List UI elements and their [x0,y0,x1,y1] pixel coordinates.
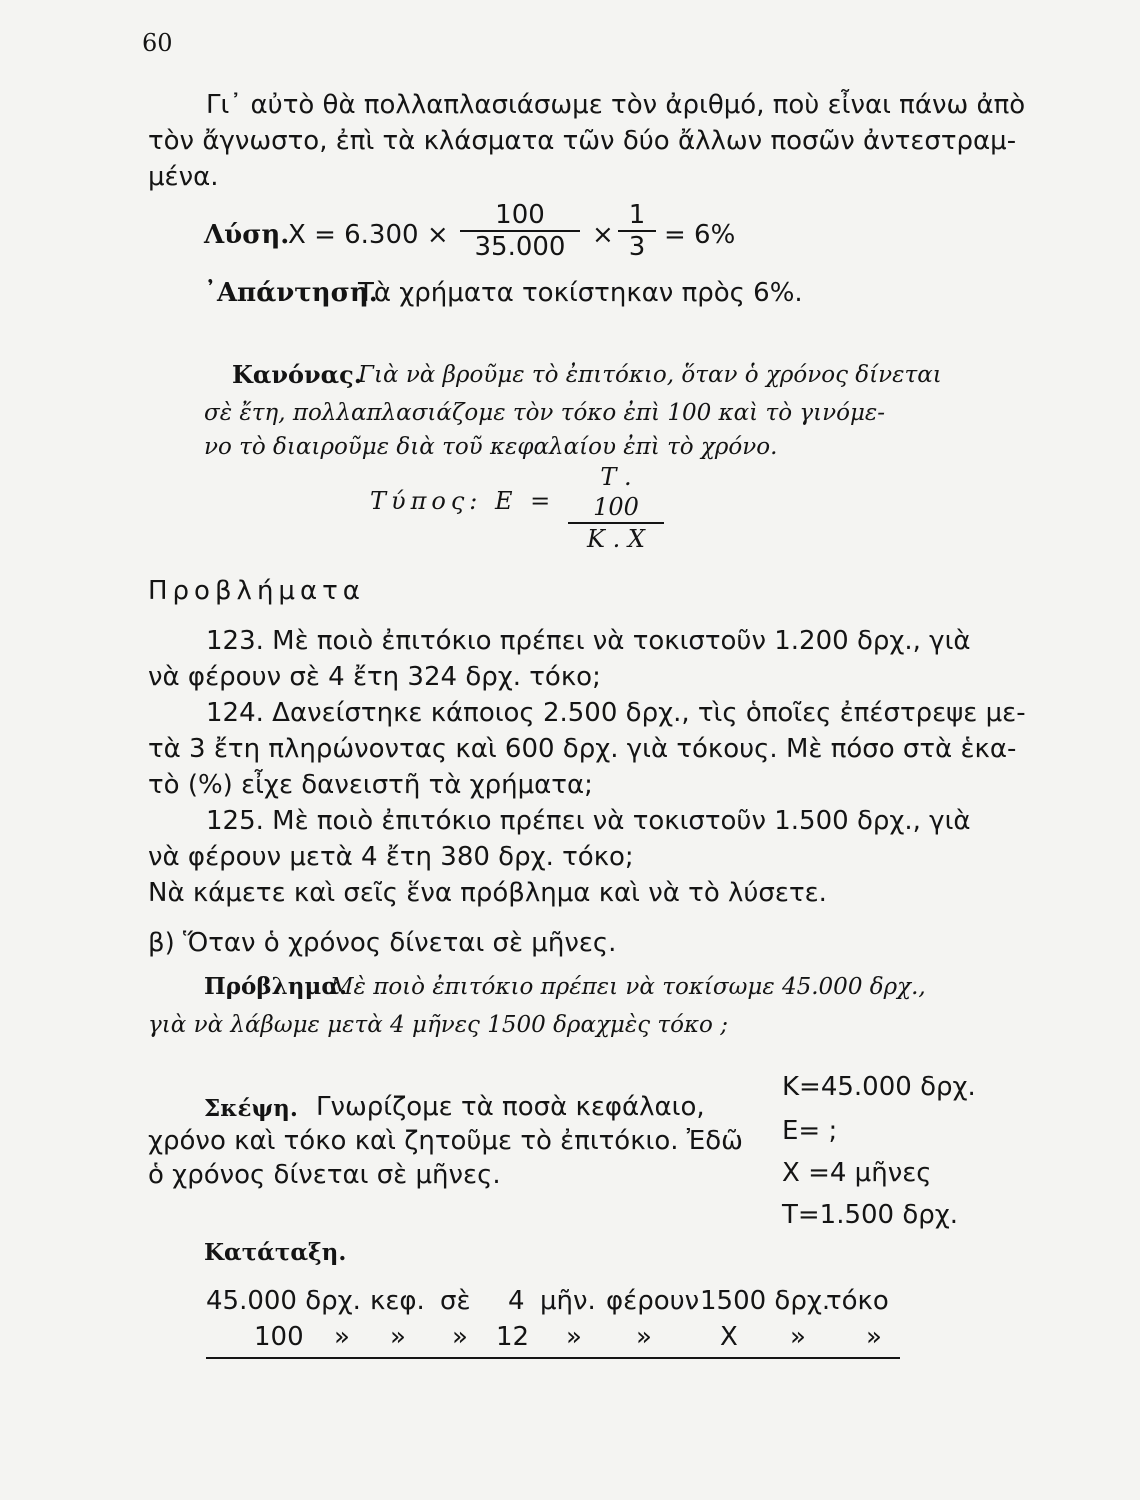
problem-124-line-1: 124. Δανείστηκε κάποιος 2.500 δρχ., τὶς ὁποῖες ἐπέστρεψε με- [206,698,1026,728]
fraction-100-over-35000 [460,200,580,262]
problem-123-line-2: νὰ φέρουν σὲ 4 ἔτη 324 δρχ. τόκο; [148,662,601,692]
solution-result: = 6% [664,220,736,250]
given-rate: E= ; [782,1116,838,1146]
fraction-1-over-3 [618,200,656,262]
fraction-numerator: 100 [460,200,580,232]
arrangement-cell: » [390,1322,406,1352]
arrangement-cell: 100 [254,1322,304,1352]
rule-label: Κανόνας. [232,360,363,389]
problem-125-line-2: νὰ φέρουν μετὰ 4 ἔτη 380 δρχ. τόκο; [148,842,634,872]
arrangement-cell: » [452,1322,468,1352]
intro-line-1: Γι᾽ αὐτὸ θὰ πολλαπλασιάσωμε τὸν ἀριθμό, ποὺ εἶναι πάνω ἀπὸ [206,90,1026,120]
arrangement-cell: » [636,1322,652,1352]
formula-denominator: K . X [587,525,645,553]
problem-124-line-2: τὰ 3 ἔτη πληρώνοντας καὶ 600 δρχ. γιὰ τόκους. Μὲ πόσο στὰ ἑκα- [148,734,1017,764]
page-number: 60 [142,29,173,57]
formula-numerator: T . 100 [568,462,664,524]
problem-125-line-1: 125. Μὲ ποιὸ ἐπιτόκιο πρέπει νὰ τοκιστοῦν 1.500 δρχ., γιὰ [206,806,971,836]
arrangement-cell: X [720,1322,738,1352]
given-time: X =4 μῆνες [782,1158,932,1188]
problem-line-2: γιὰ νὰ λάβωμε μετὰ 4 μῆνες 1500 δραχμὲς τόκο ; [148,1012,728,1038]
given-interest: T=1.500 δρχ. [782,1200,959,1230]
intro-line-2: τὸν ἄγνωστο, ἐπὶ τὰ κλάσματα τῶν δύο ἄλλων ποσῶν ἀντεστραμ- [148,126,1017,156]
arrangement-cell: 12 [496,1322,530,1352]
fraction-numerator: 1 [618,200,656,232]
intro-line-3: μένα. [148,162,219,192]
thinking-line-3: ὁ χρόνος δίνεται σὲ μῆνες. [148,1160,501,1190]
arrangement-cell: σὲ [440,1286,471,1316]
solution-times: × [592,220,614,250]
thinking-label: Σκέψη. [204,1095,298,1122]
rule-line-2: σὲ ἔτη, πολλαπλασιάζομε τὸν τόκο ἐπὶ 100 καὶ τὸ γινόμε- [204,400,886,426]
fraction-denominator: 35.000 [474,232,566,262]
thinking-line-1: Γνωρίζομε τὰ ποσὰ κεφάλαιο, [316,1092,705,1122]
own-problem-line: Νὰ κάμετε καὶ σεῖς ἕνα πρόβλημα καὶ νὰ τὸ λύσετε. [148,878,827,908]
arrangement-cell: » [866,1322,882,1352]
answer-label: ᾽Απάντηση. [204,278,378,308]
problem-123-line-1: 123. Μὲ ποιὸ ἐπιτόκιο πρέπει νὰ τοκιστοῦν 1.200 δρχ., γιὰ [206,626,971,656]
answer-text: Τὰ χρήματα τοκίστηκαν πρὸς 6%. [358,278,803,308]
problem-label: Πρόβλημα. [204,973,348,1000]
thinking-line-2: χρόνο καὶ τόκο καὶ ζητοῦμε τὸ ἐπιτόκιο. Ἐδῶ [148,1126,743,1156]
solution-lhs: X = 6.300 × [288,220,449,250]
rule-line-3: νο τὸ διαιροῦμε διὰ τοῦ κεφαλαίου ἐπὶ τὸ χρόνο. [204,434,778,460]
rule-line-1: Γιὰ νὰ βροῦμε τὸ ἐπιτόκιο, ὅταν ὁ χρόνος δίνεται [358,362,942,388]
fraction-denominator: 3 [628,232,646,262]
problem-line-1: Μὲ ποιὸ ἐπιτόκιο πρέπει νὰ τοκίσωμε 45.000 δρχ., [330,974,926,1000]
arrangement-cell: » [566,1322,582,1352]
arrangement-cell: 4 [508,1286,525,1316]
arrangement-cell: » [334,1322,350,1352]
arrangement-label: Κατάταξη. [204,1239,347,1266]
problems-heading: Προβλήματα [148,576,365,606]
arrangement-cell: 45.000 δρχ. [206,1286,361,1316]
formula-fraction [568,462,664,554]
arrangement-cell: τόκο [826,1286,889,1316]
arrangement-cell: μῆν. [540,1286,596,1316]
arrangement-cell: » [790,1322,806,1352]
section-b-heading: β) Ὅταν ὁ χρόνος δίνεται σὲ μῆνες. [148,928,617,958]
arrangement-cell: κεφ. [370,1286,425,1316]
given-capital: K=45.000 δρχ. [782,1072,976,1102]
formula-label: Τύπος: E = [370,487,556,515]
arrangement-underline [206,1357,900,1359]
arrangement-cell: φέρουν [606,1286,700,1316]
problem-124-line-3: τὸ (%) εἶχε δανειστῆ τὰ χρήματα; [148,770,593,800]
solution-label: Λύση. [204,220,290,250]
arrangement-cell: 1500 δρχ. [700,1286,831,1316]
